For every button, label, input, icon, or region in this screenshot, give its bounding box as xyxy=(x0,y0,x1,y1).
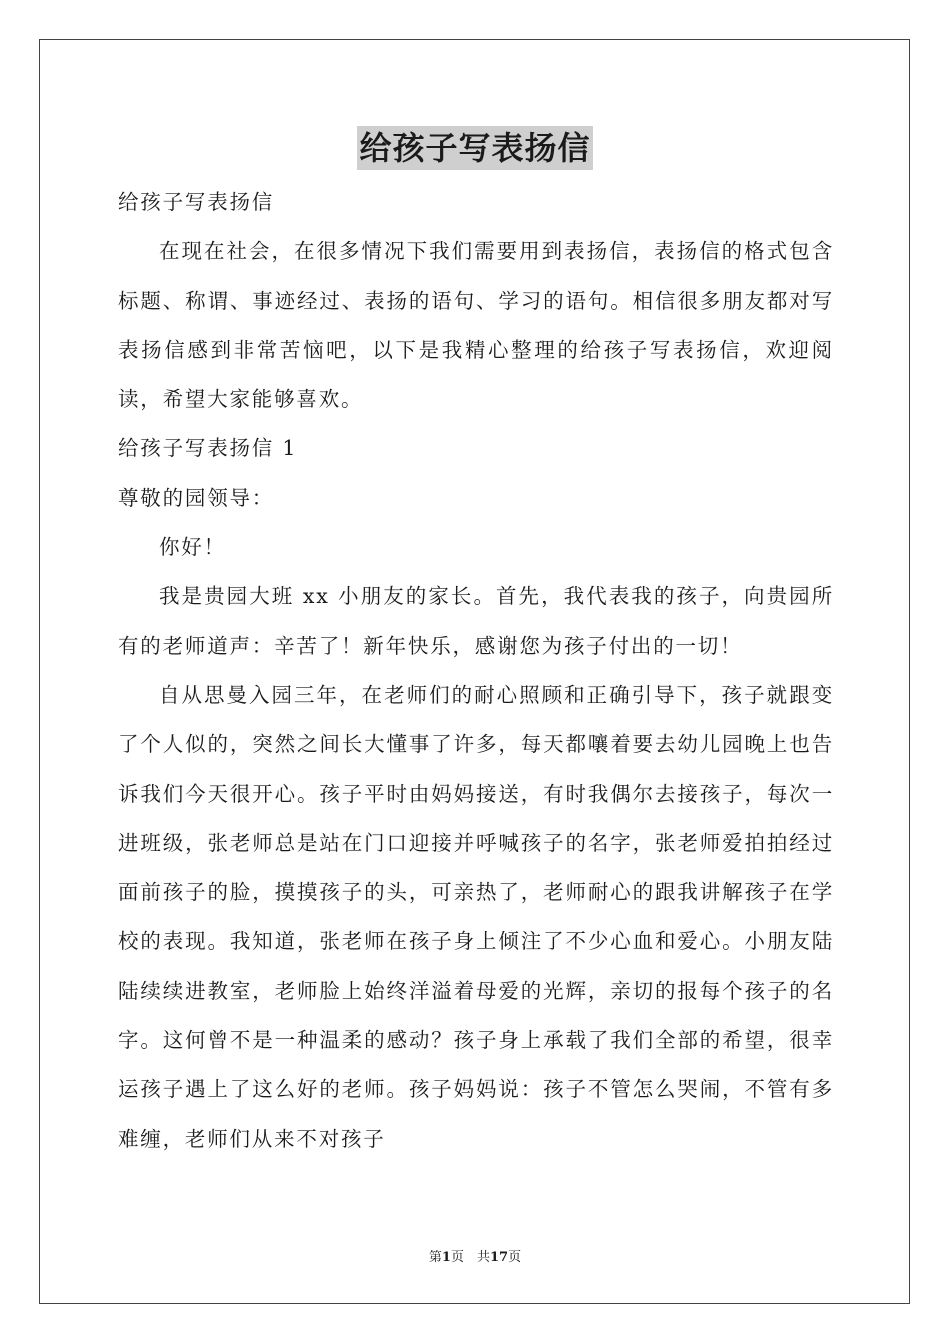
paragraph: 自从思曼入园三年，在老师们的耐心照顾和正确引导下，孩子就跟变了个人似的，突然之间长大懂事了许多，每天都嚷着要去幼儿园晚上也告诉我们今天很开心。孩子平时由妈妈接送，有时我偶尔去接孩子，每次一进班级，张老师总是站在门口迎接并呼喊孩子的名字，张老师爱拍拍经过面前孩子的脸，摸摸孩子的头，可亲热了，老师耐心的跟我讲解孩子在学校的表现。我知道，张老师在孩子身上倾注了不少心血和爱心。小朋友陆陆续续进教室，老师脸上始终洋溢着母爱的光辉，亲切的报每个孩子的名字。这何曾不是一种温柔的感动？孩子身上承载了我们全部的希望，很幸运孩子遇上了这么好的老师。孩子妈妈说：孩子不管怎么哭闹，不管有多难缠，老师们从来不对孩子 xyxy=(118,682,834,1151)
page-label-prefix: 第 xyxy=(428,1250,442,1265)
paragraph: 在现在社会，在很多情况下我们需要用到表扬信，表扬信的格式包含标题、称谓、事迹经过、表扬的语句、学习的语句。相信很多朋友都对写表扬信感到非常苦恼吧，以下是我精心整理的给孩子写表扬信，欢迎阅读，希望大家能够喜欢。 xyxy=(118,239,834,412)
document-body xyxy=(118,178,834,1164)
page-label-suffix: 页 xyxy=(508,1250,522,1265)
document-title: 给孩子写表扬信 xyxy=(357,126,592,170)
paragraph: 尊敬的园领导： xyxy=(118,485,275,510)
page-label-mid: 页 共 xyxy=(450,1250,490,1265)
page-number: 1 xyxy=(441,1250,451,1265)
paragraph: 给孩子写表扬信 xyxy=(118,190,275,214)
paragraph: 给孩子写表扬信 1 xyxy=(118,436,298,461)
paragraph: 你好！ xyxy=(159,535,226,560)
page-footer xyxy=(0,1246,950,1265)
total-pages: 17 xyxy=(489,1250,509,1265)
paragraph: 我是贵园大班 xx 小朋友的家长。首先，我代表我的孩子，向贵园所有的老师道声：辛苦了！新年快乐，感谢您为孩子付出的一切！ xyxy=(118,584,834,658)
title-container xyxy=(0,126,950,170)
